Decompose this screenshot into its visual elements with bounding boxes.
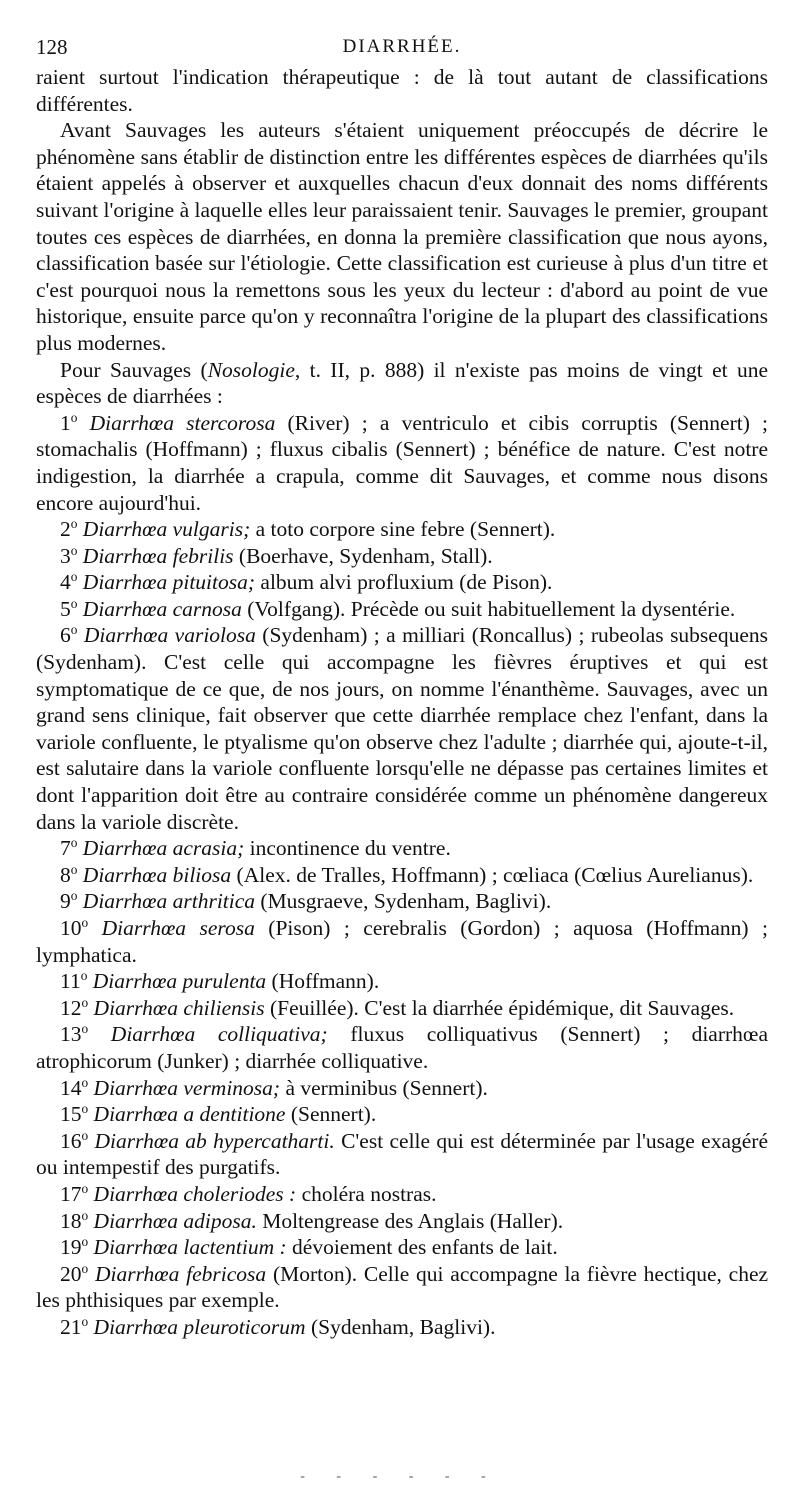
item-species-name: Diarrhœa biliosa: [82, 862, 232, 887]
item-degree: o: [81, 914, 89, 930]
item-description: Moltengrease des Anglais (Haller).: [256, 1208, 564, 1233]
diarrhea-species-list: [36, 410, 768, 1341]
list-item: [36, 543, 768, 570]
item-species-name: Diarrhœa vulgaris;: [82, 517, 251, 542]
item-species-name: Diarrhœa acrasia;: [82, 836, 245, 861]
item-degree: o: [81, 1260, 89, 1276]
item-degree: o: [70, 622, 78, 638]
item-species-name: Diarrhœa adiposa.: [93, 1208, 257, 1233]
item-species-name: Diarrhœa febrilis: [82, 543, 234, 568]
item-degree: o: [81, 994, 89, 1010]
list-item: [36, 968, 768, 995]
item-degree: o: [80, 968, 88, 984]
item-number: 19: [60, 1235, 82, 1260]
item-number: 17: [60, 1181, 82, 1206]
item-number: 2: [60, 517, 71, 542]
list-item: [36, 1261, 768, 1314]
item-species-name: Diarrhœa variolosa: [83, 623, 256, 648]
item-species-name: Diarrhœa carnosa: [82, 596, 242, 621]
page-header: [36, 30, 768, 64]
item-degree: o: [70, 835, 78, 851]
item-description: (Sydenham) ; a milliari (Roncallus) ; rubeolas subsequens (Sydenham). C'est celle qui accompagne les fièvres éruptives et qui est symptomatique de ce que, de nos jours, on nomme l'énanthème. Sauvages, avec un grand sens clinique, fait observer que cette diarrhée remplace chez l'enfant, dans la variole confluente, le ptyalisme qu'on observe chez l'adulte ; diarrhée qui, ajoute-t-il, est salutaire dans la variole confluente lorsqu'elle ne dépasse pas certaines limites et dont l'apparition doit être au contraire considérée comme un phénomène dangereux dans la variole discrète.: [36, 623, 769, 834]
item-description: (Hoffmann).: [266, 969, 380, 994]
item-degree: o: [70, 861, 78, 877]
item-species-name: Diarrhœa ab hypercatharti.: [94, 1128, 335, 1153]
list-item: [36, 995, 768, 1022]
item-number: 12: [60, 995, 82, 1020]
list-item: [36, 862, 768, 889]
paragraph-1: raient surtout l'indication thérapeutique : de là tout autant de classifications différentes.: [36, 65, 768, 116]
item-number: 11: [60, 969, 81, 994]
item-degree: o: [70, 569, 78, 585]
item-description: a toto corpore sine febre (Sennert).: [250, 517, 556, 542]
item-species-name: Diarrhœa stercorosa: [89, 410, 276, 435]
list-item: [36, 1075, 768, 1102]
item-species-name: Diarrhœa serosa: [101, 916, 255, 940]
item-description: (Sennert).: [285, 1102, 377, 1127]
list-item: [36, 410, 768, 516]
item-description: (Feuillée). C'est la diarrhée épidémique, dit Sauvages.: [264, 995, 735, 1020]
item-number: 6: [60, 623, 71, 648]
item-description: choléra nostras.: [296, 1181, 437, 1206]
list-item: [36, 596, 768, 623]
list-item: [36, 516, 768, 543]
item-species-name: Diarrhœa choleriodes :: [93, 1181, 297, 1206]
item-number: 15: [60, 1102, 82, 1127]
paragraph-3-text-b: , t. II, p. 888) il n'existe pas moins de vingt et une espèces de diarrhées :: [36, 357, 768, 409]
list-item: [36, 888, 768, 915]
item-description: (Musgraeve, Sydenham, Baglivi).: [255, 889, 552, 914]
item-species-name: Diarrhœa arthritica: [82, 889, 256, 914]
item-number: 9: [60, 889, 71, 914]
item-species-name: Diarrhœa febricosa: [94, 1261, 267, 1286]
list-item: [36, 1128, 768, 1181]
item-number: 13: [60, 1022, 82, 1047]
item-number: 21: [60, 1314, 82, 1339]
item-description: album alvi profluxium (de Pison).: [255, 570, 553, 595]
item-number: 5: [60, 596, 71, 621]
list-item: [36, 569, 768, 596]
item-description: (Volfgang). Précède ou suit habituellement la dysentérie.: [241, 596, 736, 621]
item-description: (Pison) ; cerebralis (Gordon) ; aquosa (Hoffmann) ; lymphatica.: [36, 916, 769, 967]
item-number: 8: [60, 862, 71, 887]
item-degree: o: [70, 595, 78, 611]
item-species-name: Diarrhœa colliquativa;: [110, 1022, 328, 1047]
item-number: 4: [60, 570, 71, 595]
item-degree: o: [81, 1074, 89, 1090]
item-number: 3: [60, 543, 71, 568]
list-item: [36, 835, 768, 862]
item-description: (River) ; a ventriculo et cibis corruptis (Sennert) ; stomachalis (Hoffmann) ; fluxus cibalis (Sennert) ; bénéfice de nature. C'est notre indigestion, la diarrhée a crapula, comme dit Sauvages, et comme nous disons encore aujourd'hui.: [36, 410, 768, 515]
item-description: incontinence du ventre.: [244, 836, 451, 861]
item-degree: o: [70, 515, 78, 531]
item-degree: o: [81, 1127, 89, 1143]
page-number: 128: [36, 35, 68, 59]
item-description: C'est celle qui est déterminée par l'usage exagéré ou intempestif des purgatifs.: [36, 1128, 769, 1180]
footer-marks: - - - - - -: [300, 1469, 500, 1484]
item-species-name: Diarrhœa pleuroticorum: [93, 1314, 306, 1339]
item-description: (Sydenham, Baglivi).: [305, 1314, 496, 1339]
item-number: 10: [60, 916, 82, 940]
item-description: (Boerhave, Sydenham, Stall).: [233, 543, 493, 568]
item-number: 7: [60, 836, 71, 861]
item-number: 16: [60, 1128, 82, 1153]
item-degree: o: [70, 409, 78, 425]
item-number: 1: [60, 410, 71, 435]
item-description: fluxus colliquativus (Sennert) ; diarrhœa atrophicorum (Junker) ; diarrhée colliquative.: [36, 1022, 768, 1073]
item-description: (Alex. de Tralles, Hoffmann) ; cœliaca (Cœlius Aurelianus).: [231, 862, 754, 887]
item-species-name: Diarrhœa lactentium :: [93, 1235, 287, 1260]
item-degree: o: [70, 542, 78, 558]
item-degree: o: [70, 888, 78, 904]
item-species-name: Diarrhœa a dentitione: [93, 1102, 286, 1127]
list-item: [36, 1181, 768, 1208]
running-title: DIARRHÉE.: [342, 36, 462, 57]
item-number: 14: [60, 1075, 82, 1100]
item-species-name: Diarrhœa purulenta: [92, 969, 267, 994]
paragraph-3-italic: Nosologie: [207, 357, 295, 382]
paragraph-3: [36, 357, 768, 410]
item-degree: o: [81, 1233, 89, 1249]
list-item: [36, 915, 768, 968]
list-item: [36, 1314, 768, 1341]
item-degree: o: [81, 1207, 89, 1223]
paragraph-2: Avant Sauvages les auteurs s'étaient uniquement préoccupés de décrire le phénomène sans établir de distinction entre les différentes espèces de diarrhées qu'ils étaient appelés à observer et auxquelles chacun d'eux donnait des noms différents suivant l'origine à laquelle elles leur paraissaient tenir. Sauvages le premier, groupant toutes ces espèces de diarrhées, en donna la première classification que nous ayons, classification basée sur l'étiologie. Cette classification est curieuse à plus d'un titre et c'est pourquoi nous la remettons sous les yeux du lecteur : d'abord au point de vue historique, ensuite parce qu'on y reconnaîtra l'origine de la plupart des classifications plus modernes.: [36, 118, 768, 355]
list-item: [36, 1208, 768, 1235]
paragraph-3-text-a: Pour Sauvages (: [60, 357, 208, 382]
item-species-name: Diarrhœa chiliensis: [93, 995, 265, 1020]
item-species-name: Diarrhœa pituitosa;: [82, 570, 256, 595]
list-item: [36, 1021, 768, 1074]
item-degree: o: [81, 1180, 89, 1196]
item-number: 20: [60, 1261, 82, 1286]
item-degree: o: [81, 1101, 89, 1116]
item-description: à verminibus (Sennert).: [280, 1075, 488, 1100]
item-description: (Morton). Celle qui accompagne la fièvre hectique, chez les phthisiques par exemple.: [36, 1261, 769, 1313]
item-degree: o: [81, 1313, 89, 1329]
item-species-name: Diarrhœa verminosa;: [93, 1075, 281, 1100]
list-item: [36, 1234, 768, 1261]
item-number: 18: [60, 1208, 82, 1233]
item-description: dévoiement des enfants de lait.: [286, 1235, 558, 1260]
list-item: [36, 1101, 768, 1128]
list-item: [36, 622, 768, 835]
item-degree: o: [81, 1021, 89, 1037]
